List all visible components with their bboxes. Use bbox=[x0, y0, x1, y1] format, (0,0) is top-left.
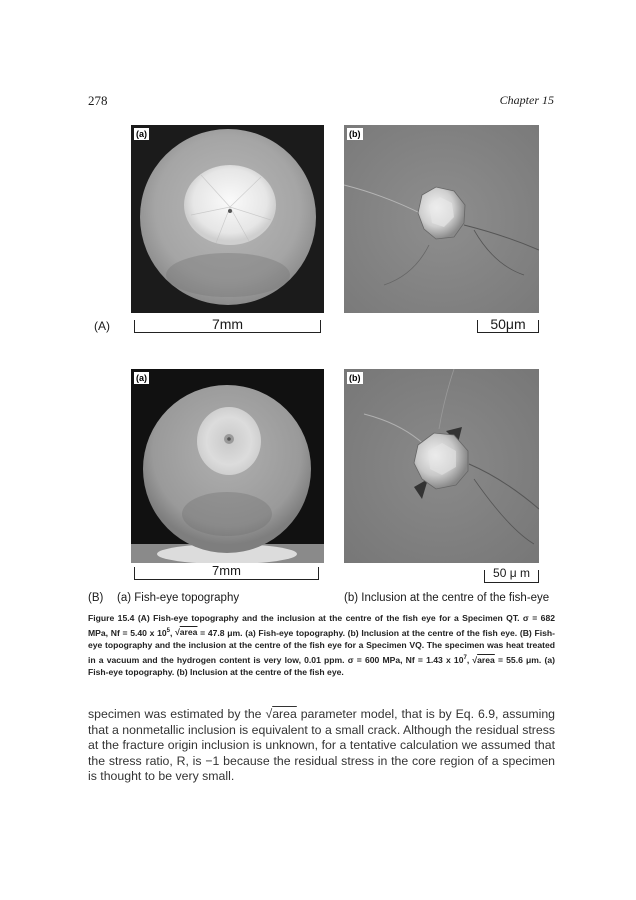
row-label-a: (A) bbox=[94, 319, 110, 333]
body-rest: parameter model, that is by Eq. 6.9, assuming that a nonmetallic inclusion is equivalent to a small crack. Although the residual stress at the fracture origin inclusion is unknown, for a tentative calculation we assumed that the stress ratio, R, is −1 because the residual stress in the core region of a specimen is thought to be very small. bbox=[88, 707, 555, 784]
panel-tag-a-left: (a) bbox=[136, 129, 147, 139]
scale-bar-a-right bbox=[477, 316, 539, 333]
caption-part-2: = 47.8 μm. (a) Fish-eye topography. (b) Inclusion at the centre of the fish eye. (B) Fish-eye topography and the inclusion at the centre of the fish eye for a Specimen VQ. The specimen was heat treated in a vacuum and the hydrogen content is very low, 0.01 ppm. σ = 600 MPa, Nf = 1.43 x 10 bbox=[88, 627, 555, 665]
scale-bar-a-left-label: 7mm bbox=[211, 316, 244, 332]
figure-caption: Figure 15.4 (A) Fish-eye topography and the inclusion at the centre of the fish eye for a Specimen QT. σ = 682 MPa, Nf = 5.40 x $10^5$, √ area = 47.8 μm. (a) Fish-eye topography. (b) Inclusion at the centre of the fish eye. (B) Fish-eye topography and the inclusion at the centre of the fish eye for a Specimen VQ. The specimen was heat treated in a vacuum and the hydrogen content is very low, 0.01 ppm. σ = 600 MPa, Nf = 1.43 x $10^7$, √ area = 55.6 μm. (a) Fish-eye topography. (b) Inclusion at the centre of the fish eye. bbox=[88, 612, 555, 679]
scale-bar-b-left bbox=[134, 563, 319, 580]
panel-tag-a-right: (b) bbox=[349, 129, 361, 139]
scale-bar-a-left bbox=[134, 316, 321, 333]
caption-part-1: Figure 15.4 (A) Fish-eye topography and the inclusion at the centre of the fish eye for a Specimen QT. σ = 682 MPa, Nf = 5.40 x 10 bbox=[88, 613, 555, 638]
panel-tag-b-right: (b) bbox=[349, 373, 361, 383]
inclusion-image-b bbox=[344, 369, 539, 563]
page-number: 278 bbox=[88, 93, 108, 108]
scale-bar-b-right bbox=[484, 566, 539, 583]
subcaption-b-left: (a) Fish-eye topography bbox=[117, 592, 240, 604]
caption-sqrt-area-1: √ area bbox=[175, 627, 197, 637]
scale-bar-a-right-label: 50μm bbox=[490, 316, 526, 332]
body-sqrt-area: √ area bbox=[265, 707, 296, 721]
subcaption-b-right: (b) Inclusion at the centre of the fish-eye bbox=[344, 592, 550, 604]
inclusion-image-a bbox=[344, 125, 539, 313]
scale-bar-b-left-label: 7mm bbox=[212, 563, 241, 578]
scale-bar-b-right-label: 50 μ m bbox=[493, 566, 530, 580]
body-paragraph bbox=[88, 707, 555, 785]
body-lead: specimen was estimated by the bbox=[88, 707, 266, 721]
fisheye-image-b bbox=[131, 369, 324, 563]
fisheye-image-a bbox=[131, 125, 324, 313]
caption-exp-2: 7 bbox=[463, 654, 467, 661]
caption-sqrt-area-2: √ area bbox=[472, 655, 494, 665]
chapter-title: Chapter 15 bbox=[499, 93, 554, 107]
row-label-b: (B) bbox=[88, 592, 104, 604]
caption-exp-1: 5 bbox=[166, 627, 170, 634]
panel-tag-b-left: (a) bbox=[136, 373, 147, 383]
caption-part-3: = 55.6 μm. (a) Fish-eye topography. (b) Inclusion at the centre of the fish eye. bbox=[88, 654, 555, 678]
